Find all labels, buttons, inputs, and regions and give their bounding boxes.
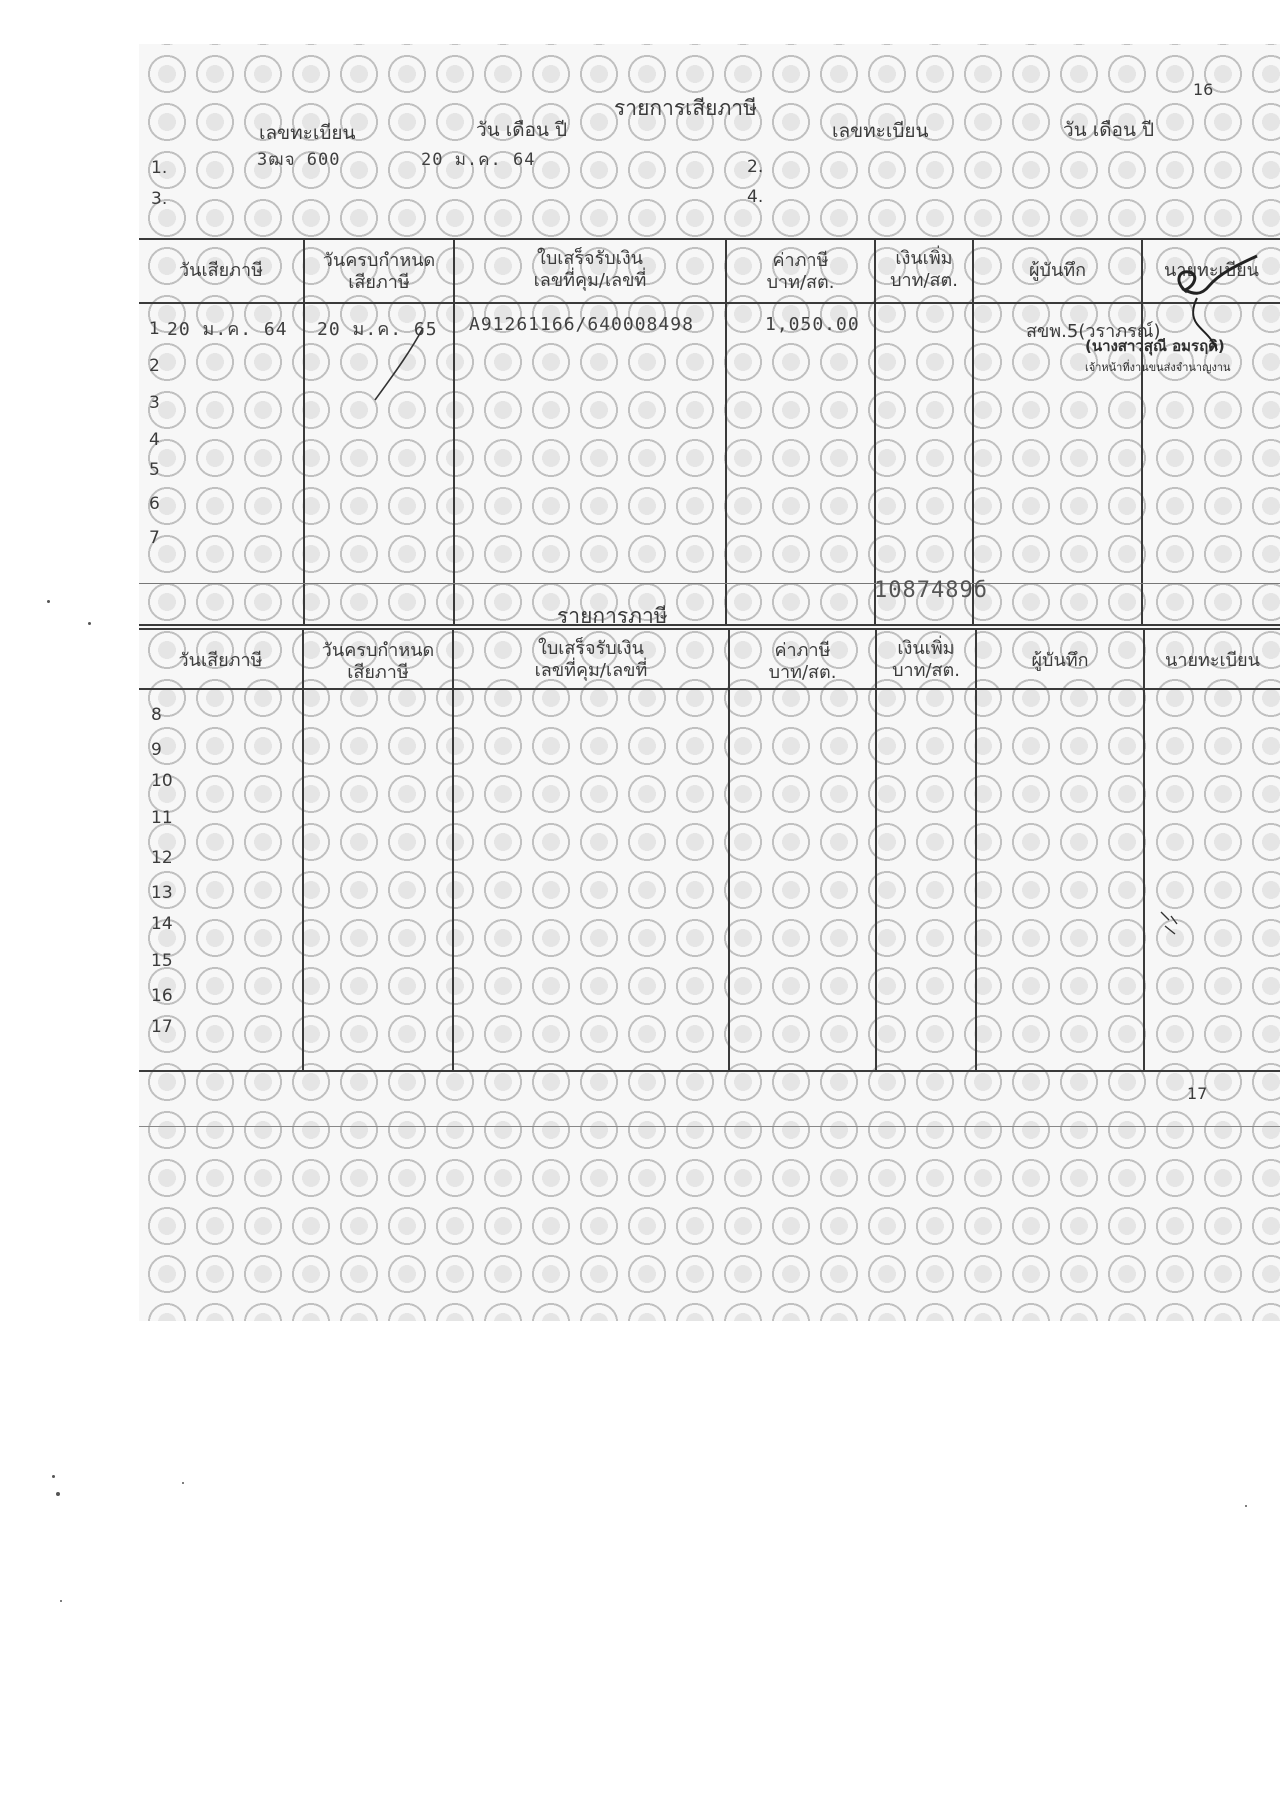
page-number-bottom: 17	[1187, 1084, 1208, 1103]
t1-row-number: 5	[149, 460, 160, 480]
t2-row-number: 12	[151, 848, 173, 868]
t2-header-tax-l2: บาท/สต.	[768, 662, 837, 683]
t1-row-number: 4	[149, 430, 160, 450]
t1-header-due-l2: เสียภาษี	[348, 272, 410, 293]
t2-row-number: 13	[151, 883, 173, 903]
t1-row-number: 2	[149, 356, 160, 376]
scan-speck	[56, 1492, 60, 1496]
t2-header-surcharge-l2: บาท/สต.	[892, 660, 960, 681]
section2-title: รายการภาษี	[557, 604, 668, 628]
scan-speck	[47, 600, 50, 603]
scan-speck	[88, 622, 91, 625]
t1-header-tax-l1: ค่าภาษี	[772, 250, 829, 271]
table2-col-divider	[1143, 628, 1145, 1070]
t2-header-due-l1: วันครบกำหนด	[321, 640, 435, 661]
scan-speck	[182, 1482, 184, 1484]
t2-row-number: 15	[151, 951, 173, 971]
t1-header-paid-date: วันเสียภาษี	[179, 260, 263, 281]
table2-col-divider	[875, 628, 877, 1070]
date-label-left: วัน เดือน ปี	[476, 119, 568, 141]
table2-header-border	[139, 688, 1280, 690]
entry-1-reg: 3ฒจ 600	[257, 150, 341, 170]
t1-header-tax-l2: บาท/สต.	[766, 272, 835, 293]
t2-header-recorder: ผู้บันทึก	[1031, 650, 1089, 671]
registrar-signature	[1097, 240, 1280, 360]
t1-row1-paid-date: 20 ม.ค. 64	[167, 319, 288, 340]
table2-top-border	[139, 628, 1280, 630]
t1-row1-registrar-name: (นางสาวสุณี อมรฤติ)	[1085, 337, 1225, 355]
t2-header-surcharge-l1: เงินเพิ่ม	[897, 638, 955, 659]
t2-row-number: 17	[151, 1017, 173, 1037]
t1-header-registrar: นายทะเบียน	[1164, 260, 1259, 281]
t2-row-number: 9	[151, 740, 162, 760]
scan-speck	[60, 1600, 62, 1602]
t1-row1-recorder: สขพ.5(วราภรณ์)	[1026, 321, 1161, 342]
table2-bottom-border	[139, 1070, 1280, 1072]
page-number-top: 16	[1193, 80, 1214, 99]
reg-label-left: เลขทะเบียน	[259, 122, 356, 144]
t2-row-number: 10	[151, 771, 173, 791]
t1-row-number: 3	[149, 393, 160, 413]
entry-3-num: 3.	[151, 189, 168, 209]
table1-col-divider	[453, 238, 455, 625]
table1-col-divider	[303, 238, 305, 625]
t2-header-due-l2: เสียภาษี	[347, 662, 409, 683]
table1-col-divider	[874, 238, 876, 625]
t2-row-number: 11	[151, 808, 173, 828]
t1-row1-receipt: A91261166/640008498	[469, 314, 694, 335]
scan-speck	[52, 1475, 55, 1478]
t1-header-recorder: ผู้บันทึก	[1028, 260, 1087, 281]
t2-header-registrar: นายทะเบียน	[1165, 650, 1260, 671]
t2-header-receipt-l1: ใบเสร็จรับเงิน	[538, 638, 644, 659]
t1-row1-due-date: 20 ม.ค. 65	[317, 319, 438, 340]
t1-header-due-l1: วันครบกำหนด	[322, 250, 436, 271]
slash-mark	[371, 324, 431, 404]
t1-header-receipt-l2: เลขที่คุม/เลขที่	[533, 270, 647, 291]
t1-row-number: 6	[149, 494, 160, 514]
tax-record-sheet	[139, 44, 1280, 1321]
reg-label-right: เลขทะเบียน	[832, 120, 929, 142]
entry-1-num: 1.	[151, 158, 168, 178]
stray-pen-mark	[1155, 904, 1215, 964]
t2-header-tax-l1: ค่าภาษี	[774, 640, 831, 661]
table2-col-divider	[728, 628, 730, 1070]
footer-line	[139, 1126, 1280, 1127]
entry-4-num: 4.	[747, 187, 764, 207]
t1-header-surcharge-l1: เงินเพิ่ม	[895, 248, 953, 269]
t1-header-receipt-l1: ใบเสร็จรับเงิน	[537, 248, 643, 269]
t1-row1-registrar-title: เจ้าหน้าที่งานขนส่งจำนาญงาน	[1085, 361, 1231, 374]
section1-title: รายการเสียภาษี	[614, 96, 757, 120]
t1-row-number: 1	[149, 319, 160, 339]
table2-col-divider	[302, 628, 304, 1070]
section-divider	[139, 583, 1280, 584]
table1-col-divider	[725, 238, 727, 625]
table2-col-divider	[975, 628, 977, 1070]
t2-header-receipt-l2: เลขที่คุม/เลขที่	[534, 660, 648, 681]
table1-col-divider	[972, 238, 974, 625]
table2-col-divider	[452, 628, 454, 1070]
t2-row-number: 14	[151, 914, 173, 934]
table1-bottom-border	[139, 624, 1280, 626]
t1-row-number: 7	[149, 528, 160, 548]
t1-row1-tax: 1,050.00	[765, 314, 860, 335]
scan-speck	[1245, 1505, 1247, 1507]
t2-row-number: 8	[151, 705, 162, 725]
t2-row-number: 16	[151, 986, 173, 1006]
t2-header-paid-date: วันเสียภาษี	[178, 650, 263, 671]
serial-number: 1087489б	[874, 578, 988, 603]
entry-2-num: 2.	[747, 157, 764, 177]
entry-1-date: 20 ม.ค. 64	[421, 150, 536, 170]
t1-header-surcharge-l2: บาท/สต.	[890, 270, 958, 291]
date-label-right: วัน เดือน ปี	[1063, 119, 1155, 141]
